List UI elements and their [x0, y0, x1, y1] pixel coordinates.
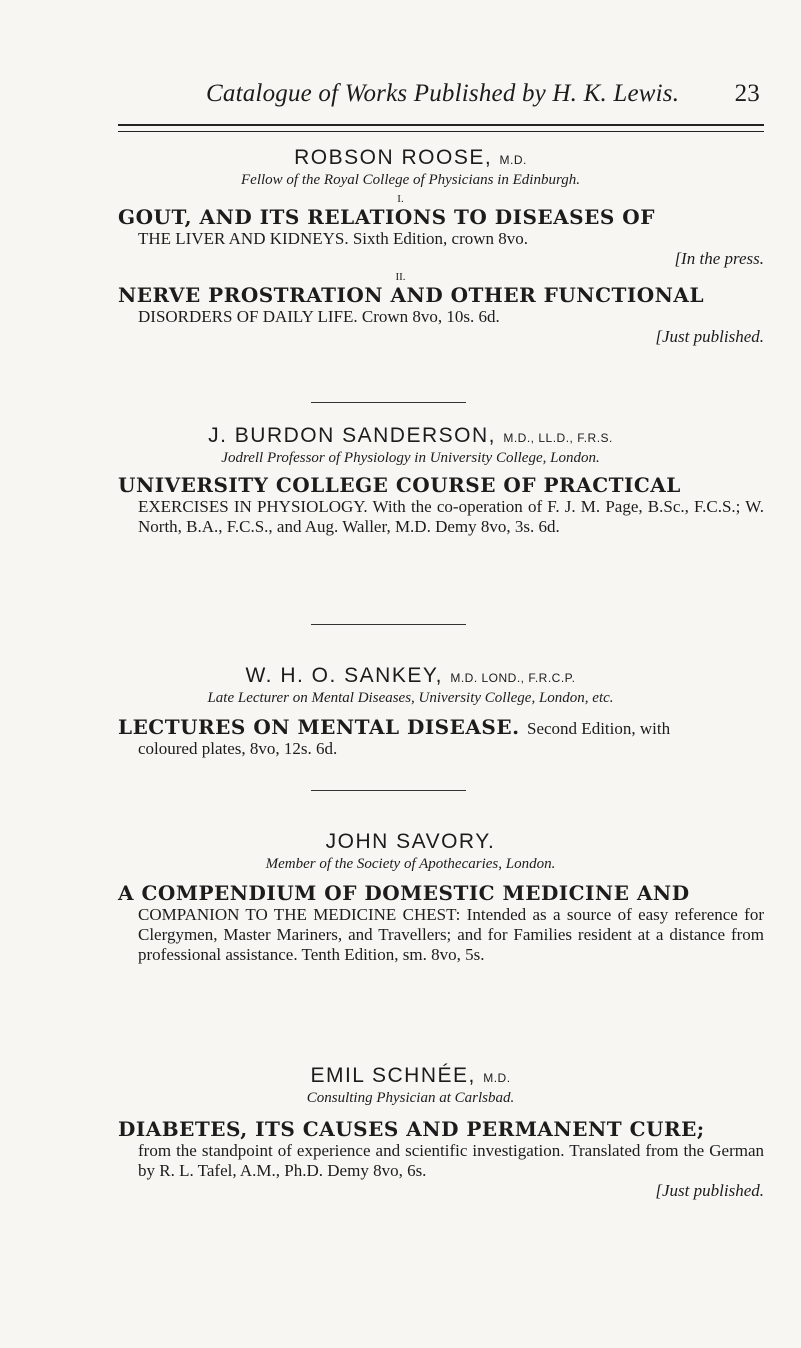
book-title-line [118, 715, 764, 739]
author-degrees: M.D., LL.D., F.R.S. [503, 431, 613, 445]
author-affiliation: Member of the Society of Apothecaries, London. [265, 856, 556, 872]
author-name-text: W. H. O. SANKEY, [245, 664, 443, 687]
book-description: DISORDERS OF DAILY LIFE. Crown 8vo, 10s. 6d. [138, 307, 500, 326]
author-affiliation: Jodrell Professor of Physiology in University College, London. [221, 450, 600, 466]
book-title: A COMPENDIUM OF DOMESTIC MEDICINE AND [118, 881, 690, 905]
book-description: from the standpoint of experience and scientific investigation. Translated from the German by R. L. Tafel, A.M., Ph.D. Demy 8vo, 6s. [138, 1141, 764, 1180]
section-divider [311, 790, 466, 791]
author-name-text: ROBSON ROOSE, [294, 146, 493, 169]
author-entry-roose [0, 146, 801, 347]
author-name-text: JOHN SAVORY. [325, 830, 496, 853]
book-description: EXERCISES IN PHYSIOLOGY. With the co-operation of F. J. M. Page, B.Sc., F.C.S.; W. North, B.A., F.C.S., and Aug. Waller, M.D. Demy 8vo, 3s. 6d. [138, 497, 764, 536]
book-nerve-prostration [118, 283, 764, 347]
book-title: LECTURES ON MENTAL DISEASE. [118, 715, 520, 739]
author-entry-sanderson [0, 424, 801, 537]
book-title: GOUT, AND ITS RELATIONS TO DISEASES OF [118, 205, 655, 229]
book-compendium [118, 881, 764, 965]
header-double-rule [118, 124, 764, 132]
book-mental-disease [118, 715, 764, 759]
author-name [0, 1064, 801, 1088]
author-entry-sankey [0, 664, 801, 759]
author-degrees: M.D. LOND., F.R.C.P. [450, 671, 576, 685]
page-number: 23 [734, 80, 760, 107]
book-practical-exercises [118, 473, 764, 537]
author-affiliation: Late Lecturer on Mental Diseases, University College, London, etc. [207, 690, 614, 706]
book-status: [In the press. [674, 249, 764, 268]
book-title: NERVE PROSTRATION AND OTHER FUNCTIONAL [118, 283, 705, 307]
book-numeral: II. [395, 271, 406, 283]
author-affiliation: Consulting Physician at Carlsbad. [306, 1090, 515, 1106]
running-head-title: Catalogue of Works Published by H. K. Lewis. [206, 80, 680, 107]
book-description: coloured plates, 8vo, 12s. 6d. [138, 739, 338, 758]
book-gout [118, 205, 764, 269]
author-degrees: M.D. [499, 153, 527, 167]
author-name [0, 424, 801, 448]
book-title: DIABETES, ITS CAUSES AND PERMANENT CURE; [118, 1117, 705, 1141]
book-description: THE LIVER AND KIDNEYS. Sixth Edition, crown 8vo. [138, 229, 529, 248]
author-affiliation: Fellow of the Royal College of Physicians in Edinburgh. [241, 172, 580, 188]
author-name-text: EMIL SCHNÉE, [310, 1064, 476, 1087]
section-divider [311, 624, 466, 625]
author-degrees: M.D. [483, 1071, 511, 1085]
book-description: COMPANION TO THE MEDICINE CHEST: Intended as a source of easy reference for Clergymen, Master Mariners, and Travellers; and for Families resident at a distance from professional assistance. Tenth Edition, sm. 8vo, 5s. [138, 905, 764, 964]
author-name-text: J. BURDON SANDERSON, [208, 424, 496, 447]
book-numeral: I. [397, 193, 404, 205]
book-diabetes [118, 1117, 764, 1201]
book-status: [Just published. [655, 327, 764, 346]
author-entry-savory [0, 830, 801, 965]
author-name [0, 830, 801, 854]
book-title-tail: Second Edition, with [527, 719, 671, 738]
author-name [0, 664, 801, 688]
book-title: UNIVERSITY COLLEGE COURSE OF PRACTICAL [118, 473, 681, 497]
author-name [0, 146, 801, 170]
section-divider [311, 402, 466, 403]
book-status: [Just published. [655, 1181, 764, 1200]
author-entry-schnee [0, 1064, 801, 1201]
